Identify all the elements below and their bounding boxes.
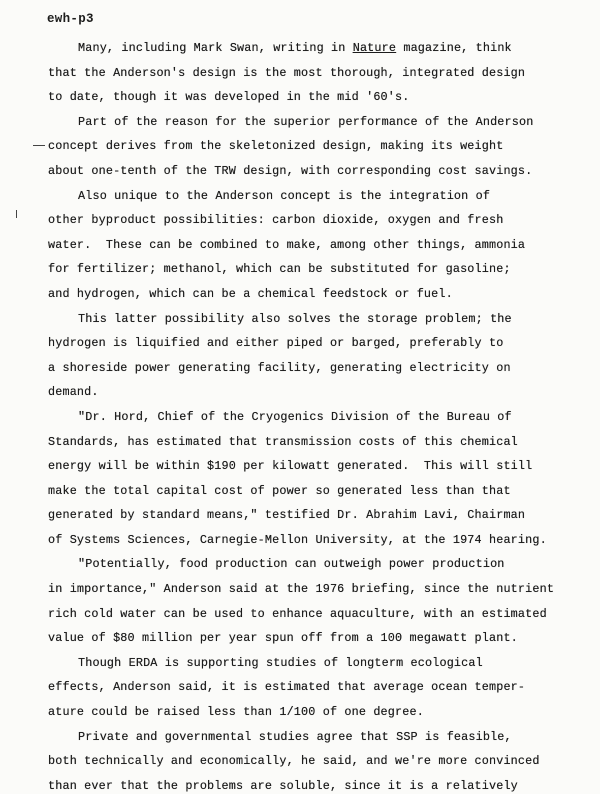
text-line: hydrogen is liquified and either piped or barged, preferably to [48,336,504,351]
text-line: ature could be raised less than 1/100 of one degree. [48,705,424,720]
text-line: concept derives from the skeletonized design, making its weight [48,139,504,154]
text-line: Private and governmental studies agree that SSP is feasible, [78,729,512,744]
text-line: to date, though it was developed in the mid '60's. [48,90,410,105]
text-line: generated by standard means," testified Dr. Abrahim Lavi, Chairman [48,508,526,523]
text-line: This latter possibility also solves the storage problem; the [78,311,512,326]
margin-pen-tick [16,210,17,218]
text-line: Standards, has estimated that transmission costs of this chemical [48,434,518,449]
text-line: Part of the reason for the superior performance of the Anderson [78,114,534,129]
text-line: effects, Anderson said, it is estimated that average ocean temper- [48,680,526,695]
text-line: that the Anderson's design is the most thorough, integrated design [48,65,526,80]
body-text [48,36,568,798]
text-line: about one-tenth of the TRW design, with corresponding cost savings. [48,163,533,178]
text-line: Also unique to the Anderson concept is the integration of [78,188,491,203]
text-line: than ever that the problems are soluble, since it is a relatively [48,778,518,793]
page-identifier: ewh-p3 [47,12,94,26]
text-line: "Dr. Hord, Chief of the Cryogenics Division of the Bureau of [78,409,512,424]
text-line: of Systems Sciences, Carnegie-Mellon University, at the 1974 hearing. [48,532,547,547]
text-line: value of $80 million per year spun off from a 100 megawatt plant. [48,631,518,646]
text-line: and hydrogen, which can be a chemical feedstock or fuel. [48,286,453,301]
text-line: other byproduct possibilities: carbon dioxide, oxygen and fresh [48,213,504,228]
text-line: water. These can be combined to make, among other things, ammonia [48,237,526,252]
text-line: make the total capital cost of power so generated less than that [48,483,511,498]
text-line: in importance," Anderson said at the 1976 briefing, since the nutrient [48,582,555,597]
text-line: both technically and economically, he said, and we're more convinced [48,754,540,769]
text-line: "Potentially, food production can outweigh power production [78,557,505,572]
text-line: energy will be within $190 per kilowatt generated. This will still [48,459,533,474]
text-line: rich cold water can be used to enhance aquaculture, with an estimated [48,606,547,621]
publication-name: Nature [352,41,397,55]
text-line: Many, including Mark Swan, writing in Nature magazine, think [78,41,512,55]
margin-pen-mark [33,145,45,146]
text-line: Though ERDA is supporting studies of longterm ecological [78,655,483,670]
text-line: for fertilizer; methanol, which can be substituted for gasoline; [48,262,511,277]
text-line: demand. [48,385,99,400]
text-line: a shoreside power generating facility, generating electricity on [48,360,511,375]
